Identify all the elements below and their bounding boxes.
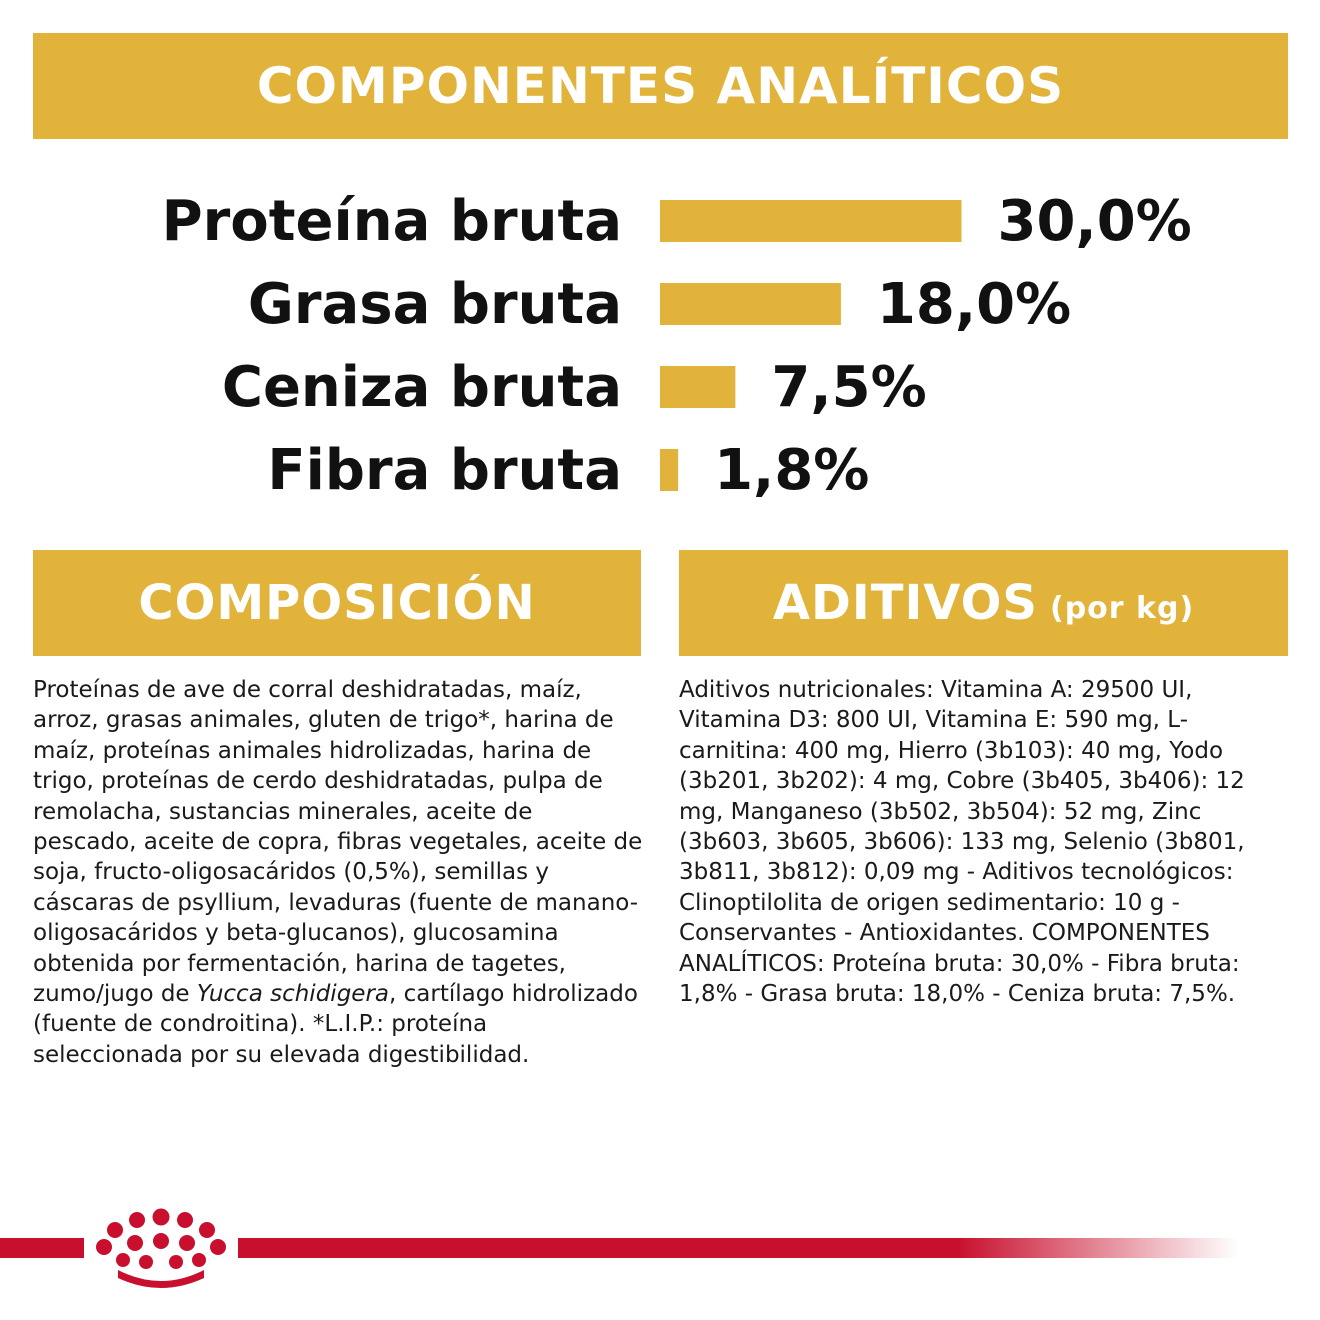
analytic-components-header	[33, 33, 1288, 139]
category-label: Fibra bruta	[267, 438, 622, 503]
composition-text-italic: Yucca schidigera	[196, 981, 389, 1008]
footer-line-right	[238, 1238, 1238, 1258]
composition-text	[33, 675, 643, 1070]
value-label: 30,0%	[997, 189, 1192, 254]
additives-title-suffix: (por kg)	[1049, 590, 1195, 626]
bar	[660, 200, 962, 242]
composition-title: COMPOSICIÓN	[138, 575, 536, 631]
composition-text-part-1: Proteínas de ave de corral deshidratadas, maíz, arroz, grasas animales, gluten de trigo*, harina de maíz, proteínas animales hidrolizadas, harina de trigo, proteínas de cerdo deshidratadas, pulpa de remolacha, sustancias minerales, aceite de pescado, aceite de copra, fibras vegetales, aceite de soja, fructo-oligosacáridos (0,5%), semillas y cáscaras de psyllium, levaduras (fuente de manano-oligosacáridos y beta-glucanos), glucosamina obtenida por fermentación, harina de tagetes, zumo/jugo de	[33, 677, 643, 1008]
bar	[660, 449, 678, 491]
value-label: 1,8%	[714, 438, 870, 503]
composition-header	[33, 550, 641, 656]
footer-band	[0, 1200, 1320, 1290]
bar	[660, 366, 735, 408]
composition-text-part-2: , cartílago hidrolizado (fuente de condroitina). *L.I.P.: proteína seleccionada por su elevada digestibilidad.	[33, 981, 638, 1068]
additives-header	[679, 550, 1288, 656]
category-label: Proteína bruta	[161, 189, 622, 254]
footer-line-left	[0, 1238, 84, 1258]
bar	[660, 283, 841, 325]
analytic-components-title: COMPONENTES ANALÍTICOS	[256, 57, 1065, 115]
analytic-components-chart	[0, 170, 1320, 530]
category-label: Ceniza bruta	[221, 355, 622, 420]
additives-text: Aditivos nutricionales: Vitamina A: 29500 UI, Vitamina D3: 800 UI, Vitamina E: 590 mg, L-carnitina: 400 mg, Hierro (3b103): 40 mg, Yodo (3b201, 3b202): 4 mg, Cobre (3b405, 3b406): 12 mg, Manganeso (3b502, 3b504): 52 mg, Zinc (3b603, 3b605, 3b606): 133 mg, Selenio (3b801, 3b811, 3b812): 0,09 mg - Aditivos tecnológicos: Clinoptilolita de origen sedimentario: 10 g - Conservantes - Antioxidantes. COMPONENTES ANALÍTICOS: Proteína bruta: 30,0% - Fibra bruta: 1,8% - Grasa bruta: 18,0% - Ceniza bruta: 7,5%.	[679, 677, 1245, 1008]
category-label: Grasa bruta	[247, 272, 622, 337]
value-label: 18,0%	[876, 272, 1072, 337]
additives-title: ADITIVOS	[772, 575, 1038, 631]
crown-logo-icon	[96, 1209, 226, 1289]
value-label: 7,5%	[771, 355, 927, 420]
